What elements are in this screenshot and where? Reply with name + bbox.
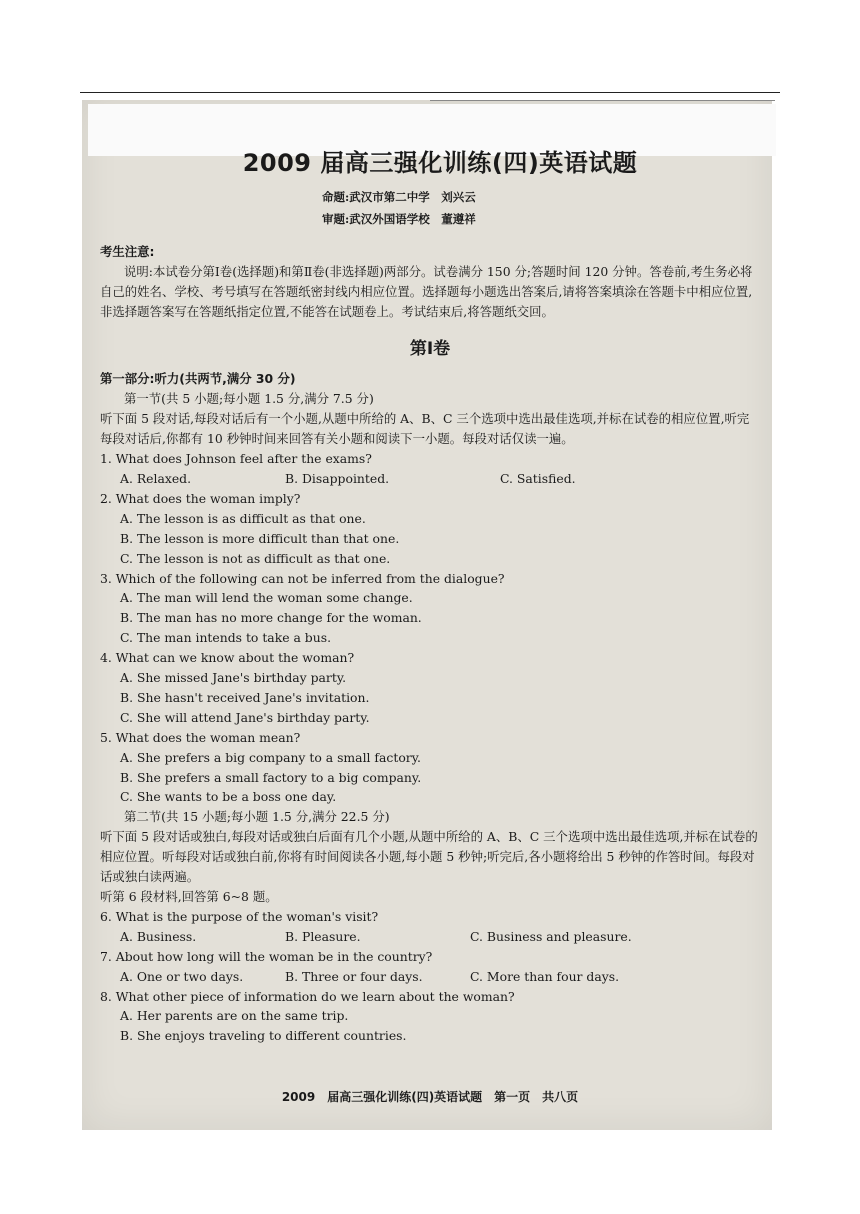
volume-heading: 第Ⅰ卷 — [409, 338, 451, 359]
option-c: C. Business and pleasure. — [470, 928, 632, 944]
question-stem: 3. Which of the following can not be inferred from the dialogue? — [100, 570, 505, 586]
option-b: B. She prefers a small factory to a big company. — [120, 769, 422, 785]
material-note: 听第 6 段材料,回答第 6~8 题。 — [100, 889, 278, 904]
reviewer-credit: 审题:武汉外国语学校 董遵祥 — [322, 211, 476, 226]
question-stem: 5. What does the woman mean? — [100, 729, 301, 745]
part-heading: 第一部分:听力(共两节,满分 30 分) — [100, 371, 296, 387]
exam-title: 2009 届高三强化训练(四)英语试题 — [242, 149, 638, 177]
top-rule-secondary — [430, 100, 775, 101]
page-footer: 2009 届高三强化训练(四)英语试题 第一页 共八页 — [281, 1090, 579, 1104]
option-a: A. She missed Jane's birthday party. — [120, 670, 347, 686]
option-a: A. Relaxed. — [120, 470, 192, 486]
option-b: B. She hasn't received Jane's invitation. — [120, 689, 370, 705]
option-b: B. Pleasure. — [285, 928, 361, 944]
question-stem: 4. What can we know about the woman? — [100, 650, 355, 666]
option-c: C. She wants to be a boss one day. — [120, 789, 337, 805]
option-a: A. Her parents are on the same trip. — [120, 1008, 349, 1024]
option-a: A. One or two days. — [120, 968, 244, 984]
section2-instructions: 听下面 5 段对话或独白,每段对话或独白后面有几个小题,从题中所给的 A、B、C 三个选项中选出最佳选项,并标在试卷的相应位置。听每段对话或独白前,你将有时间阅读各小题,每小题 5 秒钟;听完后,各小题将给出 5 秒钟的作答时间。每段对话或独白读两遍。 — [100, 829, 758, 885]
option-c: C. The man intends to take a bus. — [120, 630, 332, 646]
notice-heading: 考生注意: — [100, 243, 155, 259]
question-stem: 1. What does Johnson feel after the exams? — [100, 451, 372, 467]
question-options — [100, 967, 760, 987]
section1-heading: 第一节(共 5 小题;每小题 1.5 分,满分 7.5 分) — [124, 391, 374, 407]
author-credit: 命题:武汉市第二中学 刘兴云 — [322, 189, 476, 204]
option-c: C. More than four days. — [470, 968, 620, 984]
option-b: B. The man has no more change for the woman. — [120, 610, 422, 626]
option-a: A. She prefers a big company to a small factory. — [120, 749, 421, 765]
notice-text: 说明:本试卷分第Ⅰ卷(选择题)和第Ⅱ卷(非选择题)两部分。试卷满分 150 分;答题时间 120 分钟。答卷前,考生务必将自己的姓名、学校、考号填写在答题纸密封线内相应位置。选择题每小题选出答案后,请将答案填涂在答题卡中相应位置,非选择题答案写在答题纸指定位置,不能答在试题卷上。考试结束后,将答题纸交回。 — [100, 263, 753, 319]
option-b: B. Disappointed. — [285, 470, 390, 486]
section2-heading: 第二节(共 15 小题;每小题 1.5 分,满分 22.5 分) — [124, 809, 390, 825]
top-rule — [80, 92, 780, 93]
option-b: B. She enjoys traveling to different countries. — [120, 1028, 407, 1044]
question-stem: 7. About how long will the woman be in the country? — [100, 948, 433, 964]
question-options — [100, 469, 760, 489]
option-b: B. The lesson is more difficult than that one. — [120, 530, 400, 546]
option-a: A. Business. — [120, 928, 197, 944]
question-stem: 8. What other piece of information do we learn about the woman? — [100, 988, 515, 1004]
question-stem: 6. What is the purpose of the woman's visit? — [100, 908, 379, 924]
option-a: A. The man will lend the woman some change. — [120, 590, 413, 606]
option-c: C. Satisfied. — [500, 470, 576, 486]
question-options — [100, 927, 760, 947]
section1-instructions: 听下面 5 段对话,每段对话后有一个小题,从题中所给的 A、B、C 三个选项中选出最佳选项,并标在试卷的相应位置,听完每段对话后,你都有 10 秒钟时间来回答有关小题和阅读下一小题。每段对话仅读一遍。 — [100, 411, 750, 447]
option-b: B. Three or four days. — [285, 968, 423, 984]
exam-document — [100, 150, 760, 1046]
question-stem: 2. What does the woman imply? — [100, 490, 301, 506]
option-a: A. The lesson is as difficult as that one. — [120, 510, 366, 526]
option-c: C. She will attend Jane's birthday party. — [120, 709, 370, 725]
option-c: C. The lesson is not as difficult as that one. — [120, 550, 391, 566]
